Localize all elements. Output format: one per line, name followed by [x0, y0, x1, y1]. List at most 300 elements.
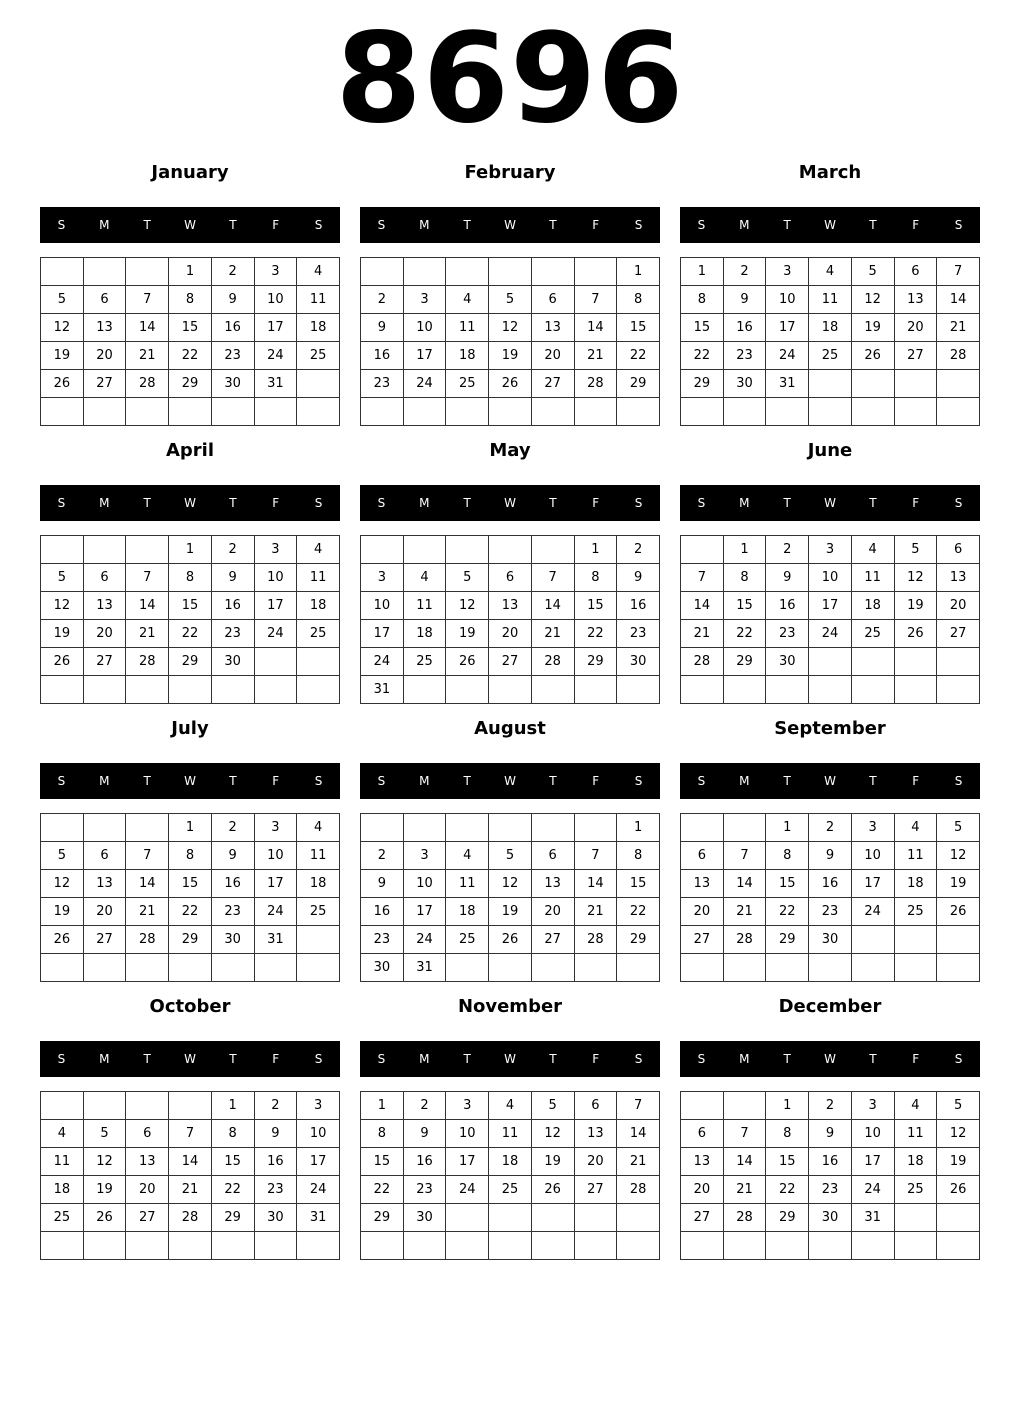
weekday-header: F	[272, 496, 280, 510]
day-cell: 13	[894, 286, 937, 314]
day-cell: 11	[894, 1120, 937, 1148]
day-cell: 23	[617, 620, 660, 648]
day-cell: 14	[126, 870, 169, 898]
empty-day-cell	[531, 398, 574, 426]
day-cell: 16	[361, 342, 404, 370]
weekday-header-bar	[40, 207, 340, 243]
day-cell: 29	[766, 1204, 809, 1232]
empty-day-cell	[681, 398, 724, 426]
day-cell: 28	[126, 648, 169, 676]
weekday-header-bar	[360, 763, 660, 799]
day-cell: 11	[809, 286, 852, 314]
month-name: March	[798, 162, 862, 183]
day-cell: 18	[41, 1176, 84, 1204]
empty-day-cell	[851, 676, 894, 704]
week-row	[681, 926, 980, 954]
weekday-header: M	[739, 1052, 750, 1066]
day-cell: 6	[489, 564, 532, 592]
empty-day-cell	[723, 676, 766, 704]
day-cell: 15	[574, 592, 617, 620]
day-cell: 5	[41, 564, 84, 592]
day-cell: 26	[83, 1204, 126, 1232]
day-cell: 6	[531, 842, 574, 870]
weekday-header: T	[143, 218, 151, 232]
day-grid	[680, 535, 980, 704]
day-cell: 20	[531, 898, 574, 926]
day-cell: 1	[723, 536, 766, 564]
day-cell: 11	[446, 314, 489, 342]
week-row	[681, 814, 980, 842]
day-cell: 5	[937, 814, 980, 842]
day-cell: 9	[211, 286, 254, 314]
day-cell: 2	[403, 1092, 446, 1120]
weekday-header: S	[57, 496, 66, 510]
day-cell: 21	[617, 1148, 660, 1176]
day-cell: 28	[126, 370, 169, 398]
week-row	[41, 1120, 340, 1148]
empty-day-cell	[937, 648, 980, 676]
day-cell: 14	[169, 1148, 212, 1176]
day-cell: 13	[574, 1120, 617, 1148]
weekday-header-bar	[40, 485, 340, 521]
empty-day-cell	[937, 1232, 980, 1260]
day-cell: 22	[766, 1176, 809, 1204]
day-cell: 22	[211, 1176, 254, 1204]
day-cell: 16	[211, 592, 254, 620]
week-row	[681, 258, 980, 286]
week-row	[361, 870, 660, 898]
week-row	[361, 1204, 660, 1232]
weekday-header-bar	[680, 485, 980, 521]
month-july	[40, 715, 340, 983]
day-cell: 25	[297, 898, 340, 926]
day-grid	[40, 535, 340, 704]
weekday-header: T	[783, 774, 791, 788]
empty-day-cell	[766, 1232, 809, 1260]
day-cell: 9	[809, 842, 852, 870]
empty-day-cell	[126, 954, 169, 982]
day-cell: 22	[169, 620, 212, 648]
weekday-header: T	[229, 496, 237, 510]
empty-day-cell	[297, 398, 340, 426]
day-cell: 27	[894, 342, 937, 370]
day-cell: 4	[41, 1120, 84, 1148]
day-cell: 6	[894, 258, 937, 286]
day-cell: 11	[297, 286, 340, 314]
week-row	[361, 1232, 660, 1260]
week-row	[41, 1232, 340, 1260]
weekday-header: F	[912, 774, 920, 788]
day-cell: 8	[169, 842, 212, 870]
day-cell: 2	[254, 1092, 297, 1120]
empty-day-cell	[169, 954, 212, 982]
day-cell: 13	[531, 870, 574, 898]
weekday-header: W	[184, 774, 196, 788]
empty-day-cell	[723, 1232, 766, 1260]
empty-day-cell	[681, 954, 724, 982]
day-cell: 22	[361, 1176, 404, 1204]
empty-day-cell	[169, 1092, 212, 1120]
weekday-header: S	[57, 774, 66, 788]
weekday-header: T	[549, 774, 557, 788]
day-cell: 16	[211, 314, 254, 342]
week-row	[361, 1148, 660, 1176]
day-cell: 28	[126, 926, 169, 954]
day-cell: 2	[211, 536, 254, 564]
day-cell: 9	[361, 314, 404, 342]
day-cell: 18	[403, 620, 446, 648]
weekday-header: T	[229, 218, 237, 232]
day-cell: 9	[617, 564, 660, 592]
day-cell: 12	[937, 1120, 980, 1148]
day-grid	[40, 813, 340, 982]
week-row	[41, 398, 340, 426]
weekday-header: T	[783, 218, 791, 232]
day-cell: 6	[574, 1092, 617, 1120]
empty-day-cell	[83, 536, 126, 564]
day-cell: 26	[489, 370, 532, 398]
day-cell: 7	[531, 564, 574, 592]
day-cell: 25	[41, 1204, 84, 1232]
month-name: May	[489, 440, 531, 461]
empty-day-cell	[446, 258, 489, 286]
empty-day-cell	[809, 1232, 852, 1260]
day-cell: 12	[851, 286, 894, 314]
day-cell: 29	[617, 926, 660, 954]
empty-day-cell	[851, 648, 894, 676]
empty-day-cell	[531, 954, 574, 982]
week-row	[41, 536, 340, 564]
day-cell: 25	[446, 370, 489, 398]
day-cell: 17	[851, 1148, 894, 1176]
weekday-header: T	[143, 496, 151, 510]
weekday-header: S	[314, 496, 323, 510]
day-cell: 10	[254, 286, 297, 314]
day-cell: 24	[254, 620, 297, 648]
day-cell: 26	[851, 342, 894, 370]
day-cell: 22	[169, 898, 212, 926]
day-cell: 16	[361, 898, 404, 926]
day-cell: 21	[126, 342, 169, 370]
week-row	[41, 342, 340, 370]
day-cell: 10	[851, 842, 894, 870]
day-cell: 7	[937, 258, 980, 286]
day-cell: 4	[297, 536, 340, 564]
day-cell: 30	[211, 370, 254, 398]
empty-day-cell	[297, 370, 340, 398]
weekday-header: W	[504, 774, 516, 788]
empty-day-cell	[489, 258, 532, 286]
day-cell: 9	[809, 1120, 852, 1148]
day-cell: 27	[126, 1204, 169, 1232]
day-cell: 21	[723, 1176, 766, 1204]
empty-day-cell	[211, 676, 254, 704]
day-cell: 25	[403, 648, 446, 676]
day-cell: 21	[937, 314, 980, 342]
day-cell: 13	[681, 870, 724, 898]
day-cell: 24	[361, 648, 404, 676]
empty-day-cell	[83, 676, 126, 704]
day-cell: 1	[574, 536, 617, 564]
day-cell: 13	[489, 592, 532, 620]
weekday-header: S	[697, 218, 706, 232]
day-cell: 25	[851, 620, 894, 648]
week-row	[681, 342, 980, 370]
day-cell: 27	[83, 370, 126, 398]
empty-day-cell	[574, 398, 617, 426]
day-cell: 11	[489, 1120, 532, 1148]
empty-day-cell	[766, 954, 809, 982]
empty-day-cell	[297, 676, 340, 704]
month-september	[680, 715, 980, 983]
week-row	[361, 926, 660, 954]
weekday-header: M	[419, 1052, 430, 1066]
day-cell: 23	[361, 370, 404, 398]
day-cell: 6	[83, 842, 126, 870]
week-row	[41, 564, 340, 592]
day-cell: 13	[681, 1148, 724, 1176]
empty-day-cell	[83, 954, 126, 982]
empty-day-cell	[446, 814, 489, 842]
day-grid	[40, 1091, 340, 1260]
week-row	[361, 398, 660, 426]
day-cell: 23	[403, 1176, 446, 1204]
empty-day-cell	[489, 398, 532, 426]
empty-day-cell	[489, 1204, 532, 1232]
day-cell: 8	[723, 564, 766, 592]
weekday-header: W	[184, 1052, 196, 1066]
empty-day-cell	[809, 370, 852, 398]
day-cell: 24	[851, 1176, 894, 1204]
day-cell: 3	[809, 536, 852, 564]
day-cell: 3	[403, 842, 446, 870]
day-cell: 10	[809, 564, 852, 592]
empty-day-cell	[723, 398, 766, 426]
day-cell: 4	[297, 258, 340, 286]
weekday-header: T	[229, 1052, 237, 1066]
day-cell: 5	[489, 286, 532, 314]
day-cell: 27	[531, 370, 574, 398]
day-cell: 15	[766, 870, 809, 898]
day-cell: 25	[446, 926, 489, 954]
day-cell: 14	[937, 286, 980, 314]
day-cell: 4	[894, 1092, 937, 1120]
weekday-header: M	[419, 774, 430, 788]
weekday-header: T	[549, 496, 557, 510]
weekday-header: T	[143, 1052, 151, 1066]
day-cell: 3	[851, 1092, 894, 1120]
week-row	[41, 898, 340, 926]
day-cell: 12	[489, 870, 532, 898]
empty-day-cell	[361, 1232, 404, 1260]
day-cell: 30	[617, 648, 660, 676]
day-cell: 28	[574, 926, 617, 954]
day-cell: 13	[126, 1148, 169, 1176]
day-cell: 20	[574, 1148, 617, 1176]
empty-day-cell	[681, 814, 724, 842]
empty-day-cell	[894, 926, 937, 954]
weekday-header: W	[824, 774, 836, 788]
day-cell: 17	[403, 898, 446, 926]
day-cell: 3	[851, 814, 894, 842]
empty-day-cell	[937, 398, 980, 426]
weekday-header: S	[954, 774, 963, 788]
day-cell: 16	[766, 592, 809, 620]
day-cell: 26	[894, 620, 937, 648]
empty-day-cell	[617, 398, 660, 426]
day-cell: 5	[41, 286, 84, 314]
weekday-header: F	[272, 774, 280, 788]
day-cell: 26	[41, 926, 84, 954]
day-cell: 8	[361, 1120, 404, 1148]
day-cell: 8	[617, 286, 660, 314]
week-row	[41, 370, 340, 398]
month-name: September	[774, 718, 886, 739]
day-cell: 2	[361, 286, 404, 314]
day-cell: 17	[851, 870, 894, 898]
empty-day-cell	[489, 814, 532, 842]
empty-day-cell	[254, 954, 297, 982]
empty-day-cell	[403, 536, 446, 564]
day-cell: 21	[169, 1176, 212, 1204]
day-cell: 5	[41, 842, 84, 870]
weekday-header: M	[99, 1052, 110, 1066]
day-cell: 24	[809, 620, 852, 648]
day-cell: 6	[937, 536, 980, 564]
empty-day-cell	[446, 398, 489, 426]
day-cell: 17	[361, 620, 404, 648]
day-cell: 24	[446, 1176, 489, 1204]
empty-day-cell	[937, 1204, 980, 1232]
week-row	[361, 258, 660, 286]
day-cell: 30	[254, 1204, 297, 1232]
day-cell: 12	[83, 1148, 126, 1176]
day-cell: 7	[681, 564, 724, 592]
weekday-header: F	[272, 218, 280, 232]
day-cell: 14	[126, 592, 169, 620]
day-cell: 15	[617, 870, 660, 898]
day-cell: 12	[937, 842, 980, 870]
empty-day-cell	[211, 398, 254, 426]
weekday-header-bar	[360, 485, 660, 521]
week-row	[361, 676, 660, 704]
empty-day-cell	[126, 1092, 169, 1120]
day-cell: 1	[169, 814, 212, 842]
day-cell: 18	[894, 870, 937, 898]
day-cell: 13	[937, 564, 980, 592]
day-cell: 29	[766, 926, 809, 954]
month-october	[40, 993, 340, 1261]
day-cell: 7	[126, 286, 169, 314]
weekday-header: T	[463, 218, 471, 232]
day-cell: 2	[723, 258, 766, 286]
week-row	[361, 286, 660, 314]
week-row	[361, 314, 660, 342]
weekday-header-bar	[680, 763, 980, 799]
day-cell: 28	[723, 926, 766, 954]
day-cell: 27	[681, 1204, 724, 1232]
day-cell: 1	[681, 258, 724, 286]
weekday-header: S	[634, 496, 643, 510]
weekday-header: S	[314, 774, 323, 788]
day-cell: 12	[446, 592, 489, 620]
month-name: June	[807, 440, 853, 461]
day-cell: 29	[169, 648, 212, 676]
weekday-header: S	[314, 1052, 323, 1066]
week-row	[41, 1148, 340, 1176]
day-cell: 24	[851, 898, 894, 926]
week-row	[681, 1092, 980, 1120]
day-cell: 19	[489, 898, 532, 926]
day-cell: 8	[766, 842, 809, 870]
day-cell: 2	[211, 814, 254, 842]
day-cell: 28	[723, 1204, 766, 1232]
month-august	[360, 715, 660, 983]
day-cell: 2	[766, 536, 809, 564]
day-cell: 15	[169, 870, 212, 898]
weekday-header: T	[463, 496, 471, 510]
day-cell: 7	[126, 564, 169, 592]
day-cell: 7	[574, 842, 617, 870]
day-cell: 23	[809, 898, 852, 926]
week-row	[361, 564, 660, 592]
week-row	[681, 1232, 980, 1260]
empty-day-cell	[126, 536, 169, 564]
day-cell: 2	[211, 258, 254, 286]
week-row	[41, 926, 340, 954]
weekday-header: T	[869, 218, 877, 232]
day-cell: 9	[723, 286, 766, 314]
day-cell: 24	[254, 342, 297, 370]
empty-day-cell	[489, 1232, 532, 1260]
day-cell: 4	[446, 286, 489, 314]
empty-day-cell	[297, 954, 340, 982]
empty-day-cell	[937, 954, 980, 982]
day-cell: 16	[211, 870, 254, 898]
empty-day-cell	[211, 954, 254, 982]
empty-day-cell	[489, 676, 532, 704]
year-title: 8696	[335, 7, 685, 151]
day-cell: 20	[489, 620, 532, 648]
empty-day-cell	[169, 1232, 212, 1260]
day-cell: 8	[169, 564, 212, 592]
weekday-header-bar	[680, 1041, 980, 1077]
day-cell: 19	[894, 592, 937, 620]
day-cell: 8	[211, 1120, 254, 1148]
week-row	[41, 842, 340, 870]
day-cell: 27	[937, 620, 980, 648]
week-row	[681, 898, 980, 926]
day-cell: 23	[766, 620, 809, 648]
empty-day-cell	[531, 1204, 574, 1232]
day-cell: 18	[489, 1148, 532, 1176]
week-row	[681, 536, 980, 564]
empty-day-cell	[809, 676, 852, 704]
day-cell: 24	[297, 1176, 340, 1204]
day-cell: 31	[766, 370, 809, 398]
week-row	[361, 648, 660, 676]
day-cell: 25	[809, 342, 852, 370]
day-cell: 28	[937, 342, 980, 370]
empty-day-cell	[361, 814, 404, 842]
weekday-header: M	[419, 496, 430, 510]
week-row	[361, 620, 660, 648]
day-cell: 25	[894, 898, 937, 926]
day-cell: 7	[126, 842, 169, 870]
week-row	[681, 564, 980, 592]
day-cell: 26	[531, 1176, 574, 1204]
day-cell: 18	[297, 870, 340, 898]
